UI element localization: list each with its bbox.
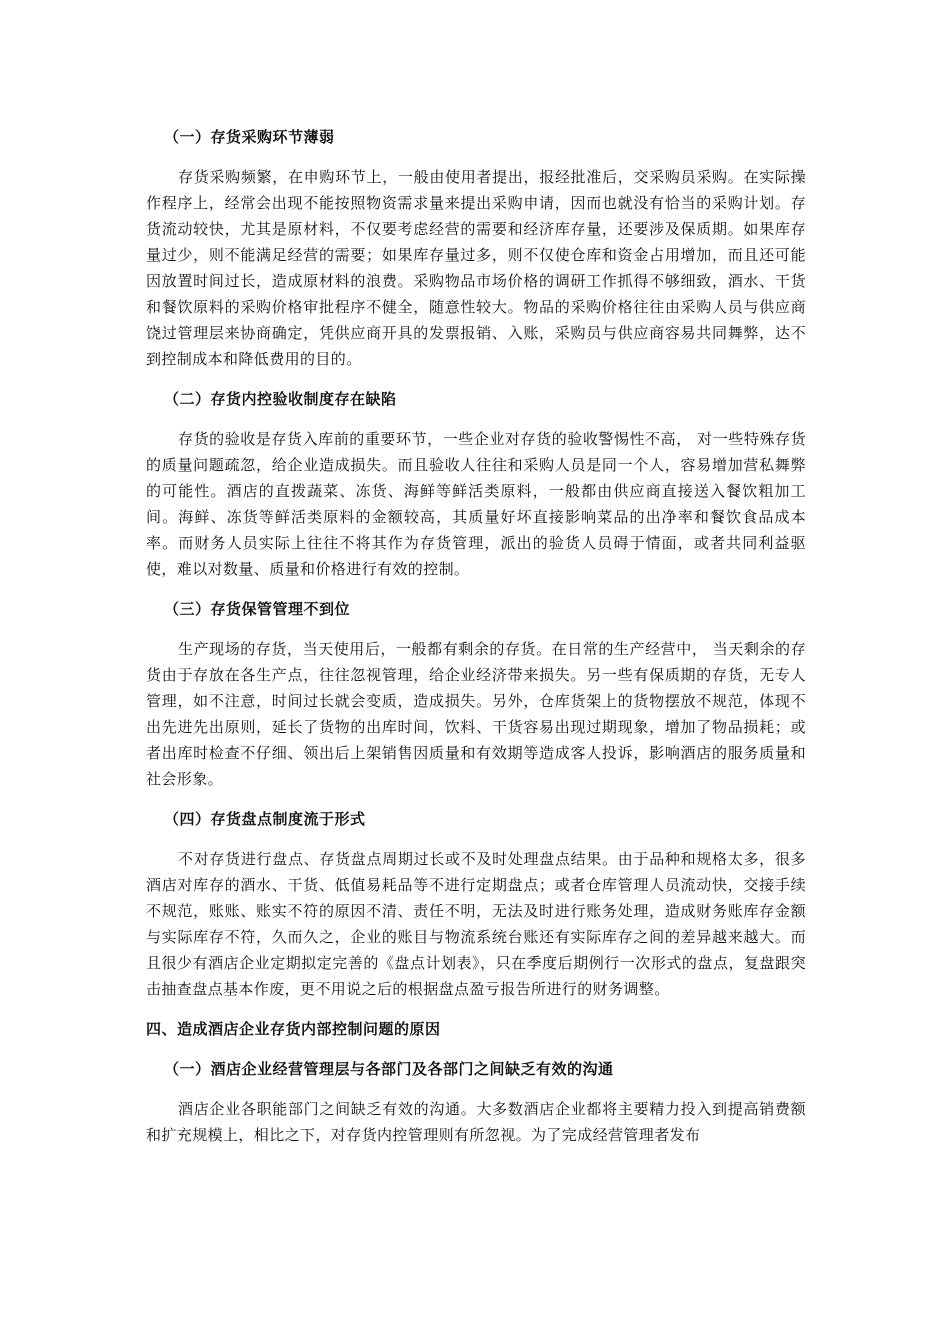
section-heading-storage: （三）存货保管管理不到位 — [164, 600, 351, 618]
document-body — [146, 124, 806, 1148]
subsection-heading-communication: （一）酒店企业经营管理层与各部门及各部门之间缺乏有效的沟通 — [164, 1060, 614, 1078]
chapter-heading: 四、造成酒店企业存货内部控制问题的原因 — [146, 1020, 441, 1038]
section-paragraph-storage: 生产现场的存货，当天使用后，一般都有剩余的存货。在日常的生产经营中， 当天剩余的存货由于存放在各生产点，往往忽视管理，给企业经济带来损失。另一些有保质期的存货，无专人管理，如不注意，时间过长就会变质，造成损失。另外，仓库货架上的货物摆放不规范，体现不出先进先出原则，延长了货物的出库时间，饮料、干货容易出现过期现象，增加了物品损耗；或者出库时检查不仔细、领出后上架销售因质量和有效期等造成客人投诉，影响酒店的服务质量和社会形象。 — [146, 640, 806, 788]
subsection-paragraph-communication: 酒店企业各职能部门之间缺乏有效的沟通。大多数酒店企业都将主要精力投入到提高销费额和扩充规模上，相比之下，对存货内控管理则有所忽视。为了完成经营管理者发布 — [146, 1100, 806, 1144]
section-paragraph-procurement: 存货采购频繁，在申购环节上，一般由使用者提出，报经批准后，交采购员采购。在实际操作程序上，经常会出现不能按照物资需求量来提出采购申请，因而也就没有恰当的采购计划。存货流动较快，尤其是原材料，不仅要考虑经营的需要和经济库存量，还要涉及保质期。如果库存量过少，则不能满足经营的需要；如果库存量过多，则不仅使仓库和资金占用增加，而且还可能因放置时间过长，造成原材料的浪费。采购物品市场价格的调研工作抓得不够细致，酒水、干货和餐饮原料的采购价格审批程序不健全，随意性较大。物品的采购价格往往由采购人员与供应商饶过管理层来协商确定，凭供应商开具的发票报销、入账，采购员与供应商容易共同舞弊，达不到控制成本和降低费用的目的。 — [146, 168, 806, 368]
section-heading-inspection: （二）存货内控验收制度存在缺陷 — [164, 390, 397, 408]
section-heading-stocktaking: （四）存货盘点制度流于形式 — [164, 810, 366, 828]
section-paragraph-stocktaking: 不对存货进行盘点、存货盘点周期过长或不及时处理盘点结果。由于品种和规格太多，很多酒店对库存的酒水、干货、低值易耗品等不进行定期盘点；或者仓库管理人员流动快，交接手续不规范，账账、账实不符的原因不清、责任不明，无法及时进行账务处理，造成财务账库存金额与实际库存不符，久而久之，企业的账目与物流系统台账还有实际库存之间的差异越来越大。而且很少有酒店企业定期拟定完善的《盘点计划表》，只在季度后期例行一次形式的盘点，复盘跟突击抽查盘点基本作废，更不用说之后的根据盘点盈亏报告所进行的财务调整。 — [146, 850, 806, 998]
section-paragraph-inspection: 存货的验收是存货入库前的重要环节，一些企业对存货的验收警惕性不高， 对一些特殊存货的质量问题疏忽，给企业造成损失。而且验收人往往和采购人员是同一个人，容易增加营私舞弊的可能性。酒店的直拨蔬菜、冻货、海鲜等鲜活类原料，一般都由供应商直接送入餐饮粗加工间。海鲜、冻货等鲜活类原料的金额较高，其质量好坏直接影响菜品的出净率和餐饮食品成本率。而财务人员实际上往往不将其作为存货管理，派出的验货人员碍于情面，或者共同利益驱使，难以对数量、质量和价格进行有效的控制。 — [146, 430, 806, 578]
section-heading-procurement: （一）存货采购环节薄弱 — [164, 128, 335, 146]
